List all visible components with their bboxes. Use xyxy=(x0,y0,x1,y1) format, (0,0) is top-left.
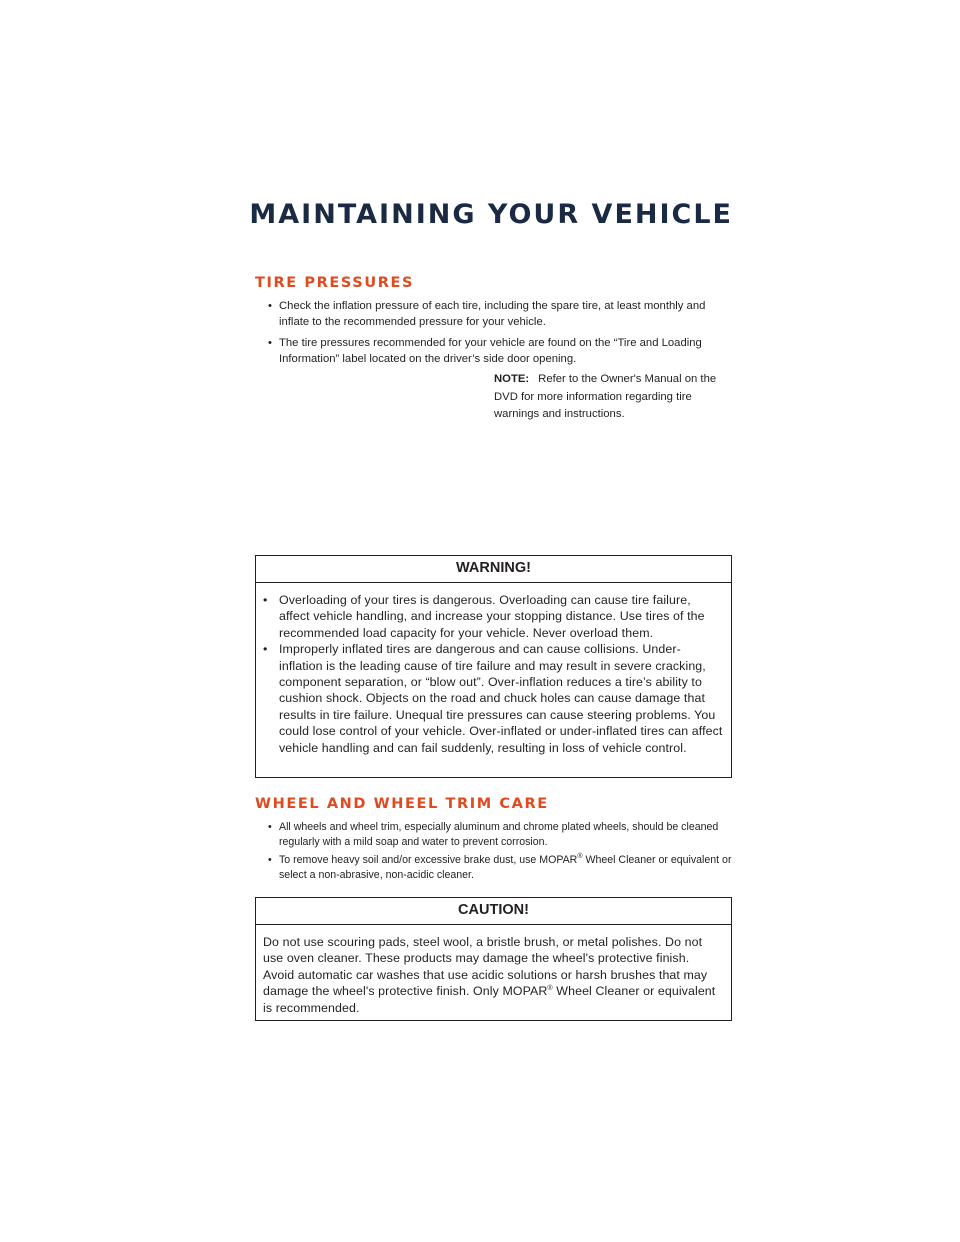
list-item xyxy=(263,641,723,756)
tire-pressures-list xyxy=(268,298,738,372)
section-heading-wheel-care: WHEEL AND WHEEL TRIM CARE xyxy=(255,796,549,812)
caution-box xyxy=(255,897,732,1021)
list-item-text: To remove heavy soil and/or excessive brake dust, use MOPAR® Wheel Cleaner or equivalent or select a non-abrasive, non-acidic cleaner. xyxy=(279,853,732,881)
bullet-icon: • xyxy=(268,337,272,349)
note xyxy=(494,371,739,424)
list-item-text: Improperly inflated tires are dangerous and can cause collisions. Under-inflation is the leading cause of tire failure and may result in severe cracking, component separation, or “blow out”. Over-inflation reduces a tire’s ability to cushion shock. Objects on the road and chuck holes can cause damage that results in tire failure. Unequal tire pressures can cause steering problems. You could lose control of your vehicle. Over-inflated or under-inflated tires can affect vehicle handling and can fail suddenly, resulting in loss of vehicle control. xyxy=(279,642,723,755)
list-item-text: Check the inflation pressure of each tire, including the spare tire, at least monthly and inflate to the recommended pressure for your vehicle. xyxy=(279,300,706,328)
bullet-icon: • xyxy=(268,854,272,867)
warning-box xyxy=(255,555,732,778)
note-label: NOTE: xyxy=(494,373,530,385)
list-item xyxy=(263,592,723,641)
registered-mark: ® xyxy=(547,985,553,993)
note-text: Refer to the Owner's Manual on the DVD for more information regarding tire warnings and instructions. xyxy=(494,373,717,420)
list-item xyxy=(268,335,738,367)
section-heading-tire-pressures: TIRE PRESSURES xyxy=(255,275,415,291)
bullet-icon: • xyxy=(268,300,272,312)
list-item xyxy=(268,853,738,882)
caution-title: CAUTION! xyxy=(256,898,731,925)
warning-list xyxy=(263,592,723,756)
caution-text: Do not use scouring pads, steel wool, a bristle brush, or metal polishes. Do not use oven cleaner. These products may damage the wheel's protective finish. Avoid automatic car washes that use acidic solutions or harsh brushes that may damage the wheel's protective finish. Only MOPAR® Wheel Cleaner or equivalent is recommended. xyxy=(263,935,716,1015)
list-item-text: The tire pressures recommended for your vehicle are found on the “Tire and Loading Information” label located on the driver’s side door opening. xyxy=(279,337,702,365)
bullet-icon: • xyxy=(263,642,268,657)
bullet-icon: • xyxy=(268,821,272,833)
list-item-text: Overloading of your tires is dangerous. Overloading can cause tire failure, affect vehicle handling, and increase your stopping distance. Use tires of the recommended load capacity for your vehicle. Never overload them. xyxy=(279,593,705,640)
warning-title: WARNING! xyxy=(256,556,731,583)
wheel-care-list xyxy=(268,820,738,886)
list-item-text: All wheels and wheel trim, especially aluminum and chrome plated wheels, should be cleaned regularly with a mild soap and water to prevent corrosion. xyxy=(279,821,719,848)
page-title: MAINTAINING YOUR VEHICLE xyxy=(249,199,733,230)
bullet-icon: • xyxy=(263,593,268,607)
list-item xyxy=(268,820,738,849)
list-item xyxy=(268,298,738,330)
registered-mark: ® xyxy=(577,853,583,861)
